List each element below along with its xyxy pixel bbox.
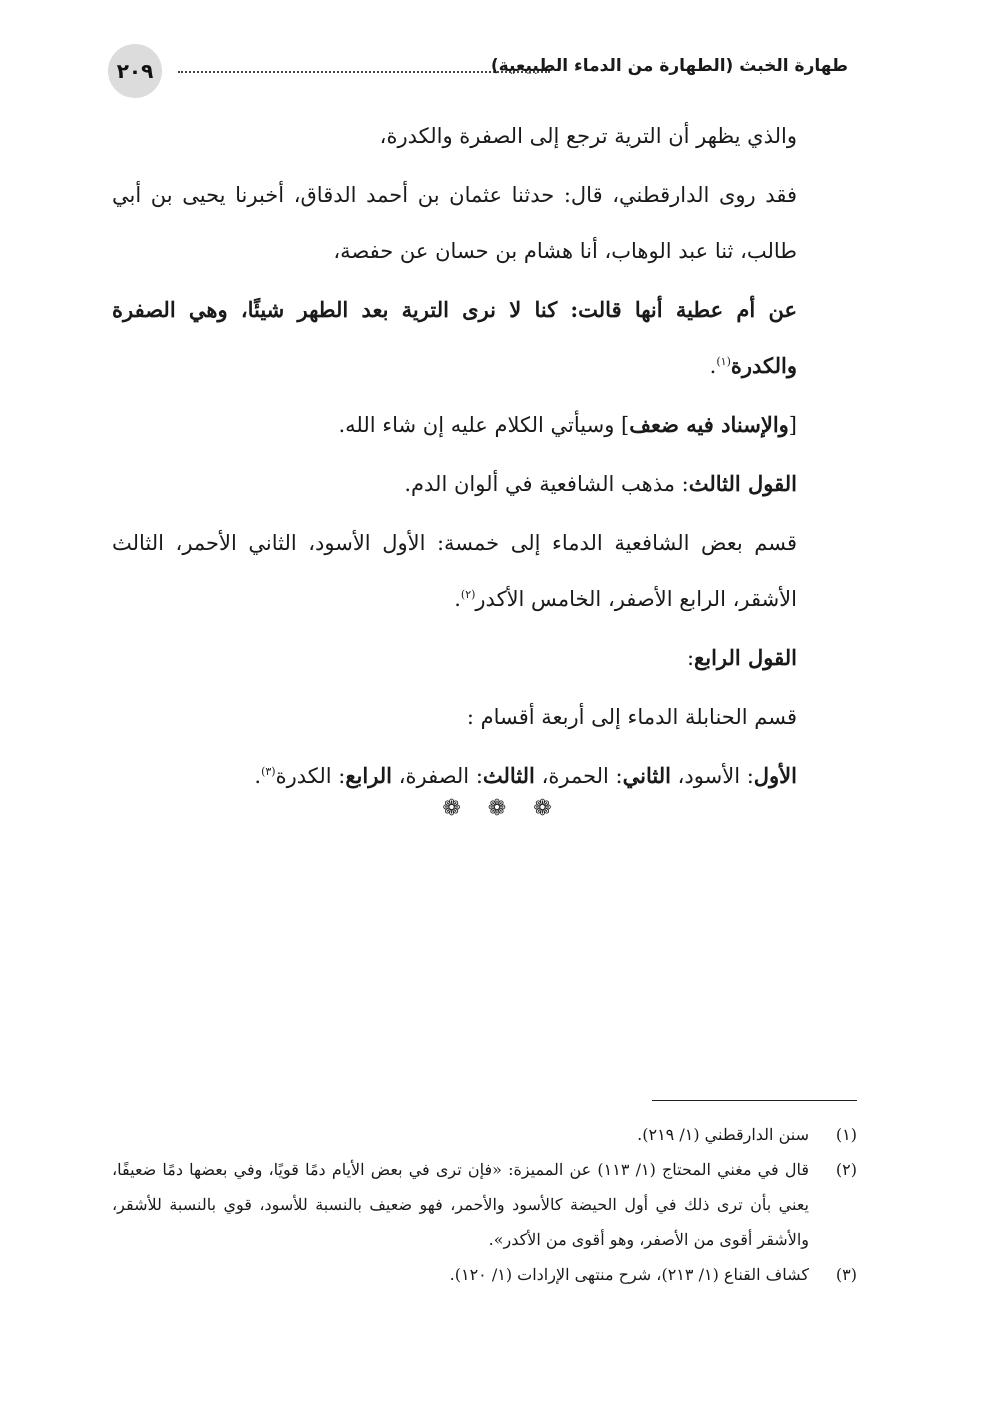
paragraph-6-end: . — [454, 587, 461, 611]
paragraph-7-rest: : — [686, 646, 695, 670]
heading-third-opinion: القول الثالث — [688, 471, 797, 496]
page-number-badge: ٢٠٩ — [108, 44, 162, 98]
bracket-open: [ — [788, 413, 797, 437]
isnad-note: والإسناد فيه ضعف — [629, 412, 789, 437]
footnote-text: قال في مغني المحتاج (١/ ١١٣) عن المميزة: «فإن ترى في بعض الأيام دمًا قويًا، وفي بعضها دمًا ضعيفًا، يعني بأن ترى ذلك في أول الحيضة كالأسود والأحمر، فهو ضعيف بالنسبة للأسود، قوي بالنسبة للأشقر، والأشقر أقوى من الأصفر، وهو أقوى من الأكدر». — [112, 1160, 809, 1249]
term-fourth-value: : الكدرة — [275, 764, 346, 788]
hadith-text: عن أم عطية أنها قالت: كنا لا نرى الترية بعد الطهر شيئًا، وهي الصفرة والكدرة — [112, 297, 797, 378]
paragraph-4 — [112, 397, 857, 453]
term-first: الأول — [753, 763, 797, 788]
body-text — [112, 108, 857, 807]
footnote-text: سنن الدارقطني (١/ ٢١٩). — [637, 1125, 809, 1144]
footnote-number: (٣) — [835, 1265, 857, 1284]
paragraph-3-end: . — [709, 354, 717, 378]
paragraph-5 — [112, 456, 857, 512]
footnote-item — [112, 1152, 857, 1257]
term-third: الثالث — [482, 763, 535, 788]
paragraph-6-text: قسم بعض الشافعية الدماء إلى خمسة: الأول الأسود، الثاني الأحمر، الثالث الأشقر، الرابع الأصفر، الخامس الأكدر — [112, 531, 797, 611]
heading-fourth-opinion: القول الرابع — [694, 645, 797, 670]
footnote-ref-1: (١) — [716, 355, 731, 368]
term-third-value: : الصفرة، — [392, 764, 483, 788]
paragraph-1: والذي يظهر أن الترية ترجع إلى الصفرة والكدرة، — [379, 124, 797, 148]
paragraph-9-end: . — [254, 764, 262, 788]
paragraph-4-rest: ] وسيأتي الكلام عليه إن شاء الله. — [338, 413, 630, 437]
paragraph-5-rest: : مذهب الشافعية في ألوان الدم. — [404, 472, 689, 496]
paragraph-8: قسم الحنابلة الدماء إلى أربعة أقسام : — [466, 705, 797, 729]
footnote-divider — [652, 1100, 857, 1101]
paragraph-2: فقد روى الدارقطني، قال: حدثنا عثمان بن أحمد الدقاق، أخبرنا يحيى بن أبي طالب، ثنا عبد الوهاب، أنا هشام بن حسان عن حفصة، — [112, 183, 797, 263]
term-second: الثاني — [622, 763, 671, 788]
paragraph-7 — [112, 630, 857, 686]
footnote-number: (٢) — [835, 1160, 857, 1179]
term-fourth: الرابع — [345, 763, 393, 788]
paragraph-6 — [112, 515, 857, 627]
term-second-value: : الحمرة، — [534, 764, 623, 788]
footnote-item — [112, 1257, 857, 1292]
footnote-text: كشاف القناع (١/ ٢١٣)، شرح منتهى الإرادات (١/ ١٢٠). — [449, 1265, 809, 1284]
footnote-ref-3: (٣) — [261, 765, 276, 778]
term-first-value: : الأسود، — [670, 764, 754, 788]
running-title: طهارة الخبث (الطهارة من الدماء الطبيعية) — [490, 56, 848, 76]
paragraph-3 — [112, 282, 857, 394]
footnote-number: (١) — [835, 1125, 857, 1144]
footnote-item — [112, 1117, 857, 1152]
section-separator-ornament: ❁ ❁ ❁ — [442, 796, 562, 821]
footnotes — [112, 1117, 857, 1292]
page-header — [108, 44, 848, 100]
footnote-ref-2: (٢) — [460, 588, 476, 601]
